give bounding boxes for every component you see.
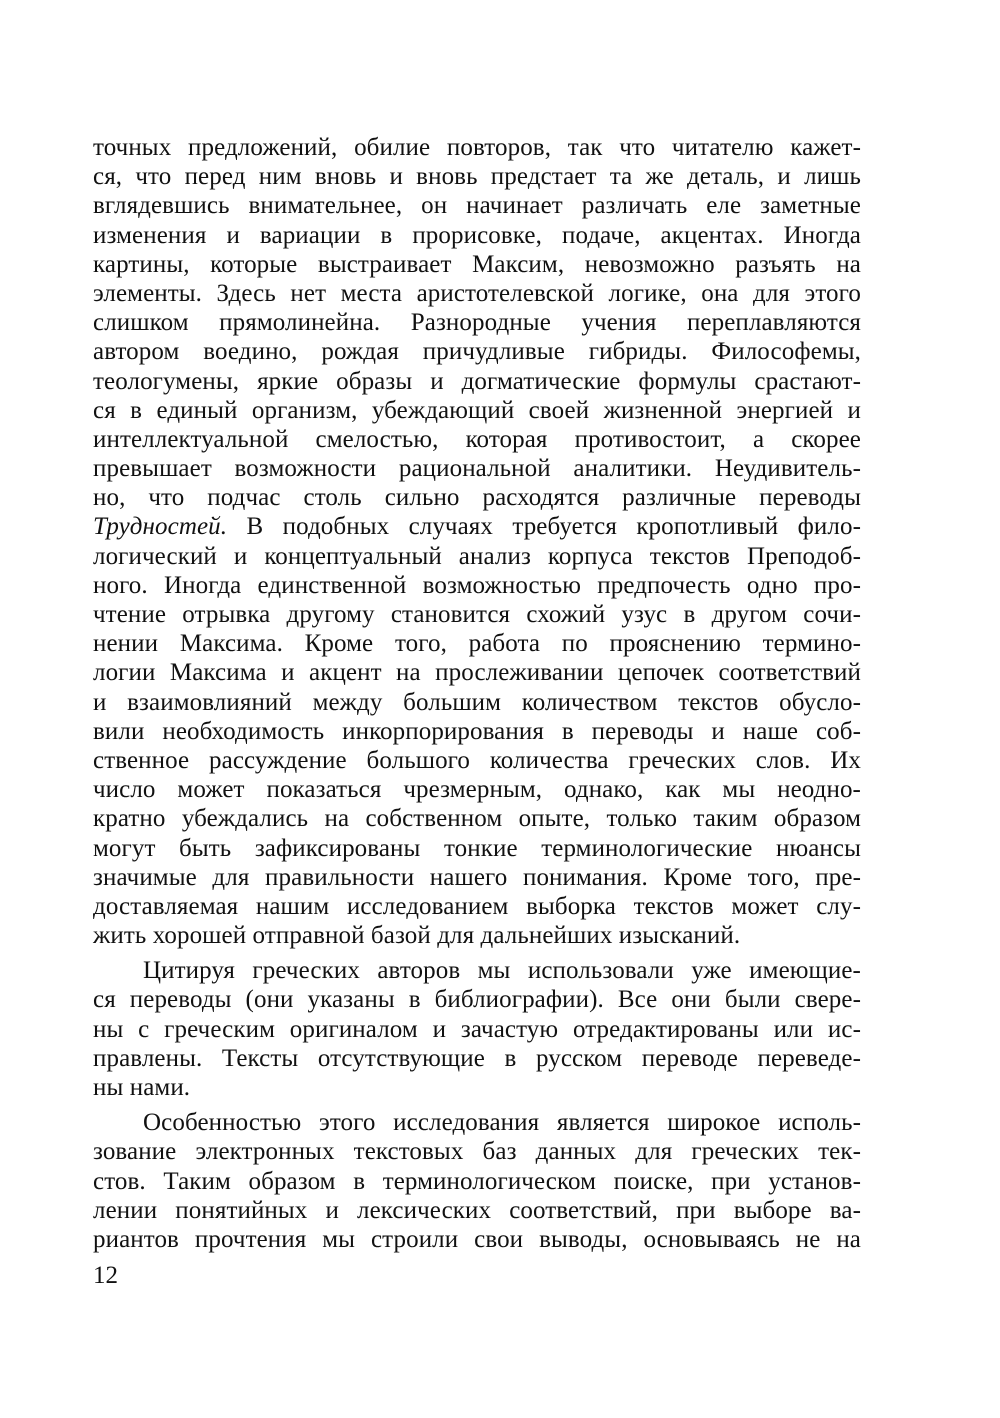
text-line: зование электронных текстовых баз данных для греческих тек- xyxy=(93,1138,861,1166)
text-line: доставляемая нашим исследованием выборка текстов может слу- xyxy=(93,892,861,920)
text-line-rest: В подобных случаях требуется кропотливый фило- xyxy=(227,513,861,541)
text-line: но, что подчас столь сильно расходятся различные переводы xyxy=(93,484,861,512)
text-line: жить хорошей отправной базой для дальнейших изысканий. xyxy=(93,922,741,950)
text-line: ся, что перед ним вновь и вновь предстает та же деталь, и лишь xyxy=(93,163,861,191)
text-line: автором воедино, рождая причудливые гибриды. Философемы, xyxy=(93,338,861,366)
text-line: кратно убеждались на собственном опыте, только таким образом xyxy=(93,805,861,833)
text-line: лении понятийных и лексических соответствий, при выборе ва- xyxy=(93,1196,861,1224)
text-line: правлены. Тексты отсутствующие в русском переводе переведе- xyxy=(93,1044,861,1072)
text-line: ся переводы (они указаны в библиографии). Все они были свере- xyxy=(93,986,861,1014)
text-line: точных предложений, обилие повторов, так что читателю кажет- xyxy=(93,134,861,161)
text-line: вили необходимость инкорпорирования в переводы и наше соб- xyxy=(93,717,861,745)
text-line: ся в единый организм, убеждающий своей жизненной энергией и xyxy=(93,396,861,424)
text-line: Особенностью этого исследования является широкое исполь- xyxy=(143,1109,861,1137)
text-line: риантов прочтения мы строили свои выводы, основываясь не на xyxy=(93,1225,861,1253)
text-line: теологумены, яркие образы и догматические формулы срастают- xyxy=(93,367,861,395)
text-line: картины, которые выстраивает Максим, невозможно разъять на xyxy=(93,250,861,278)
text-line: ственное рассуждение большого количества греческих слов. Их xyxy=(93,746,861,774)
text-line: логический и концептуальный анализ корпуса текстов Преподоб- xyxy=(93,542,861,570)
text-line: элементы. Здесь нет места аристотелевской логике, она для этого xyxy=(93,279,861,307)
text-line: стов. Таким образом в терминологическом поиске, при установ- xyxy=(93,1167,861,1195)
text-line xyxy=(93,512,861,541)
text-line: слишком прямолинейна. Разнородные учения переплавляются xyxy=(93,309,861,337)
text-line: значимые для правильности нашего понимания. Кроме того, пре- xyxy=(93,863,861,891)
text-line: превышает возможности рациональной аналитики. Неудивитель- xyxy=(93,455,861,483)
text-line: изменения и вариации в прорисовке, подаче, акцентах. Иногда xyxy=(93,221,861,249)
text-line: и взаимовлияний между большим количеством текстов обусло- xyxy=(93,688,861,716)
text-line: ны нами. xyxy=(93,1074,191,1101)
text-line: логии Максима и акцент на прослеживании цепочек соответствий xyxy=(93,659,861,687)
text-line: интеллектуальной смелостью, которая противостоит, а скорее xyxy=(93,425,861,453)
body-text xyxy=(93,133,861,1254)
text-line: ны с греческим оригиналом и зачастую отредактированы или ис- xyxy=(93,1015,861,1043)
text-line: нении Максима. Кроме того, работа по прояснению термино- xyxy=(93,630,861,658)
text-line: ного. Иногда единственной возможностью предпочесть одно про- xyxy=(93,571,861,599)
text-line: чтение отрывка другому становится схожий узус в другом сочи- xyxy=(93,601,861,628)
text-line: число может показаться чрезмерным, однако, как мы неодно- xyxy=(93,776,861,804)
page-number: 12 xyxy=(93,1262,118,1289)
book-title-italic: Трудностей. xyxy=(93,513,228,541)
text-line: Цитируя греческих авторов мы использовали уже имеющие- xyxy=(143,957,861,985)
text-line: вглядевшись внимательнее, он начинает различать еле заметные xyxy=(93,192,861,220)
text-line: могут быть зафиксированы тонкие терминологические нюансы xyxy=(93,834,861,862)
